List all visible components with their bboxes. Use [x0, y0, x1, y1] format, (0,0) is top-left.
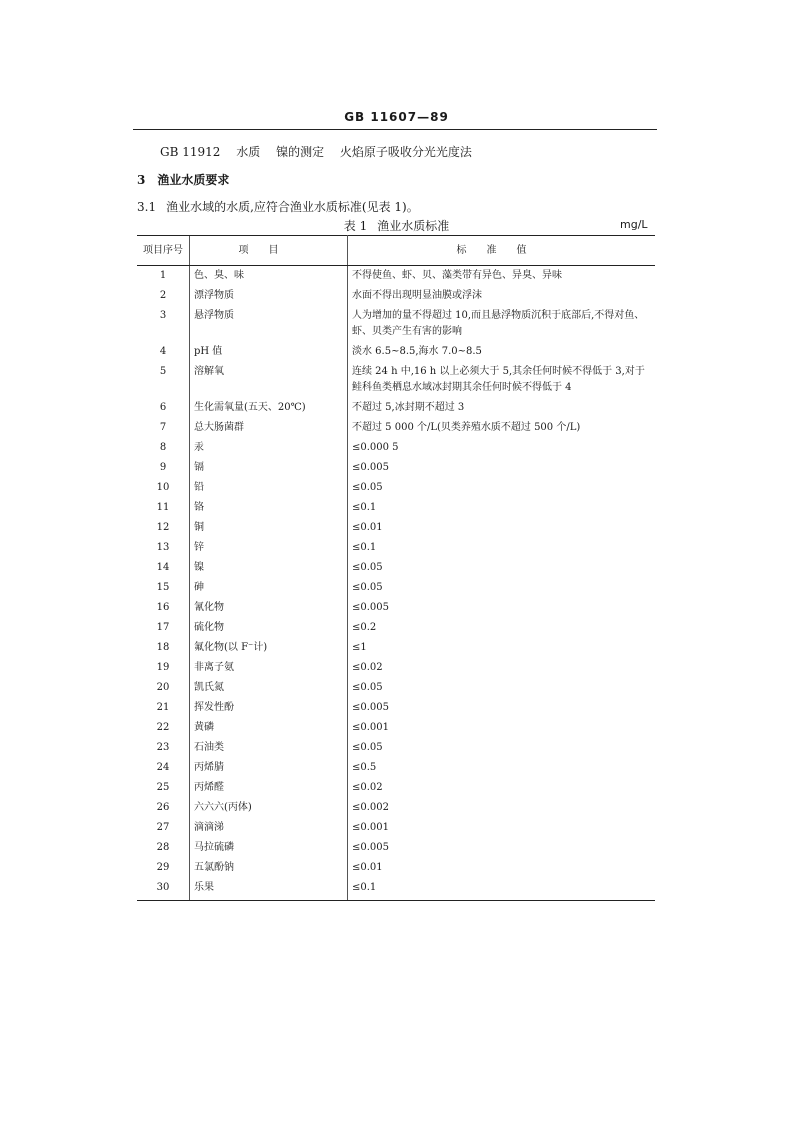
- row-number: 19: [156, 662, 170, 673]
- row-value: ≤0.05: [352, 582, 383, 593]
- row-value: ≤0.05: [352, 742, 383, 753]
- row-item: 凯氏氮: [190, 678, 348, 698]
- table-row: [137, 678, 655, 698]
- header-value: 标准值: [348, 236, 656, 266]
- row-value: 连续 24 h 中,16 h 以上必须大于 5,其余任何时候不得低于 3,对于鲑科鱼类栖息水域冰封期其余任何时候不得低于 4: [352, 366, 645, 393]
- row-number: 29: [156, 862, 170, 873]
- row-number: 5: [159, 366, 167, 377]
- row-number: 23: [156, 742, 170, 753]
- row-value: ≤0.05: [352, 562, 383, 573]
- table-caption: [0, 217, 793, 234]
- table-row: [137, 738, 655, 758]
- reference-part1: 水质: [236, 145, 261, 159]
- row-item: 铬: [190, 498, 348, 518]
- table-header-row: [137, 236, 655, 266]
- table-row: [137, 518, 655, 538]
- reference-code: GB 11912: [160, 145, 221, 159]
- row-number: 20: [156, 682, 170, 693]
- row-number: 9: [159, 462, 167, 473]
- row-value: ≤0.1: [348, 878, 656, 901]
- row-item: 砷: [190, 578, 348, 598]
- row-value: ≤0.02: [352, 782, 383, 793]
- row-number: 2: [159, 290, 167, 301]
- table-row: [137, 638, 655, 658]
- row-number: 24: [156, 762, 170, 773]
- row-value: ≤0.2: [352, 622, 377, 633]
- row-number: 7: [159, 422, 167, 433]
- row-item: 硫化物: [190, 618, 348, 638]
- row-value: ≤0.005: [352, 462, 390, 473]
- reference-line: [160, 143, 484, 160]
- water-quality-table: [137, 235, 655, 901]
- row-item: 挥发性酚: [190, 698, 348, 718]
- row-item: 黄磷: [190, 718, 348, 738]
- row-value: ≤0.002: [352, 802, 390, 813]
- table-row: [137, 838, 655, 858]
- table-unit: mg/L: [620, 218, 648, 231]
- row-number: 6: [159, 402, 167, 413]
- row-value: ≤1: [352, 642, 367, 653]
- table-row: [137, 538, 655, 558]
- table-row: [137, 818, 655, 838]
- header-item: 项目: [190, 236, 348, 266]
- section-heading: [137, 171, 229, 188]
- header-rule: [133, 129, 657, 130]
- row-number: 26: [156, 802, 170, 813]
- row-item: 五氯酚钠: [190, 858, 348, 878]
- table-row: [137, 698, 655, 718]
- table-row: [137, 438, 655, 458]
- row-number: 22: [156, 722, 170, 733]
- row-number: 25: [156, 782, 170, 793]
- row-value: 人为增加的量不得超过 10,而且悬浮物质沉积于底部后,不得对鱼、虾、贝类产生有害的影响: [352, 310, 645, 337]
- clause-number: 3.1: [137, 200, 157, 214]
- table-row: [137, 858, 655, 878]
- row-number: 28: [156, 842, 170, 853]
- row-value: ≤0.1: [352, 542, 377, 553]
- row-value: ≤0.001: [352, 722, 390, 733]
- row-number: 10: [156, 482, 170, 493]
- row-value: 水面不得出现明显油膜或浮沫: [352, 290, 482, 301]
- row-value: ≤0.000 5: [352, 442, 399, 453]
- table-row: [137, 778, 655, 798]
- row-number: 15: [156, 582, 170, 593]
- row-value: ≤0.005: [352, 702, 390, 713]
- row-number: 13: [156, 542, 170, 553]
- row-item: 镉: [190, 458, 348, 478]
- row-value: ≤0.05: [352, 482, 383, 493]
- reference-part3: 火焰原子吸收分光光度法: [339, 145, 472, 159]
- row-item: 汞: [190, 438, 348, 458]
- table-caption-title: 渔业水质标准: [377, 219, 450, 233]
- row-item: 乐果: [190, 878, 348, 901]
- row-number: 16: [156, 602, 170, 613]
- row-item: 非离子氨: [190, 658, 348, 678]
- row-item: 马拉硫磷: [190, 838, 348, 858]
- row-item: 铜: [190, 518, 348, 538]
- table-row: [137, 398, 655, 418]
- table-caption-number: 表 1: [343, 219, 368, 233]
- row-number: 11: [156, 502, 170, 513]
- row-number: 14: [156, 562, 170, 573]
- row-item: 氟化物(以 F⁻计): [190, 638, 348, 658]
- row-number: 12: [156, 522, 170, 533]
- row-item: 锌: [190, 538, 348, 558]
- row-item: 石油类: [190, 738, 348, 758]
- row-item: 氰化物: [190, 598, 348, 618]
- row-item: 丙烯腈: [190, 758, 348, 778]
- row-number: 21: [156, 702, 170, 713]
- row-value: ≤0.5: [352, 762, 377, 773]
- row-number: 17: [156, 622, 170, 633]
- row-value: ≤0.01: [352, 862, 383, 873]
- row-item: 总大肠菌群: [190, 418, 348, 438]
- table-row: [137, 618, 655, 638]
- row-value: 不超过 5 000 个/L(贝类养殖水质不超过 500 个/L): [352, 422, 581, 433]
- section-title: 渔业水质要求: [157, 173, 230, 187]
- table-row: [137, 598, 655, 618]
- row-item: 色、臭、味: [190, 266, 348, 287]
- row-item: 生化需氧量(五天、20℃): [190, 398, 348, 418]
- row-value: ≤0.01: [352, 522, 383, 533]
- row-value: 不得使鱼、虾、贝、藻类带有异色、异臭、异味: [352, 270, 562, 281]
- row-value: ≤0.005: [352, 842, 390, 853]
- table-body: [137, 266, 655, 901]
- row-value: ≤0.02: [352, 662, 383, 673]
- row-item: 溶解氧: [190, 362, 348, 398]
- row-value: 淡水 6.5~8.5,海水 7.0~8.5: [352, 346, 482, 357]
- row-number: 30: [137, 878, 190, 901]
- table-row: [137, 306, 655, 342]
- row-number: 4: [159, 346, 167, 357]
- reference-part2: 镍的测定: [276, 145, 325, 159]
- table-row: [137, 798, 655, 818]
- clause-text: 渔业水域的水质,应符合渔业水质标准(见表 1)。: [166, 200, 419, 214]
- row-item: pH 值: [190, 342, 348, 362]
- row-value: ≤0.05: [352, 682, 383, 693]
- page-header-title: GB 11607—89: [344, 110, 449, 124]
- table-row: [137, 498, 655, 518]
- table-row: [137, 878, 655, 901]
- table-row: [137, 458, 655, 478]
- row-item: 丙烯醛: [190, 778, 348, 798]
- row-number: 3: [159, 310, 167, 321]
- row-item: 六六六(丙体): [190, 798, 348, 818]
- table-row: [137, 342, 655, 362]
- table-row: [137, 286, 655, 306]
- table-row: [137, 578, 655, 598]
- row-number: 18: [156, 642, 170, 653]
- row-item: 铅: [190, 478, 348, 498]
- table-row: [137, 658, 655, 678]
- row-item: 漂浮物质: [190, 286, 348, 306]
- table-row: [137, 418, 655, 438]
- row-item: 滴滴涕: [190, 818, 348, 838]
- table-row: [137, 558, 655, 578]
- table-row: [137, 758, 655, 778]
- section-number: 3: [137, 173, 146, 187]
- row-item: 悬浮物质: [190, 306, 348, 342]
- row-number: 27: [156, 822, 170, 833]
- row-value: ≤0.1: [352, 502, 377, 513]
- row-number: 1: [159, 270, 167, 281]
- table-row: [137, 362, 655, 398]
- table-row: [137, 478, 655, 498]
- row-value: ≤0.001: [352, 822, 390, 833]
- row-value: ≤0.005: [352, 602, 390, 613]
- row-value: 不超过 5,冰封期不超过 3: [352, 402, 465, 413]
- clause-3-1: [137, 198, 419, 215]
- row-item: 镍: [190, 558, 348, 578]
- table-row: [137, 718, 655, 738]
- header-no: 项目序号: [137, 236, 190, 266]
- table-row: [137, 266, 655, 287]
- row-number: 8: [159, 442, 167, 453]
